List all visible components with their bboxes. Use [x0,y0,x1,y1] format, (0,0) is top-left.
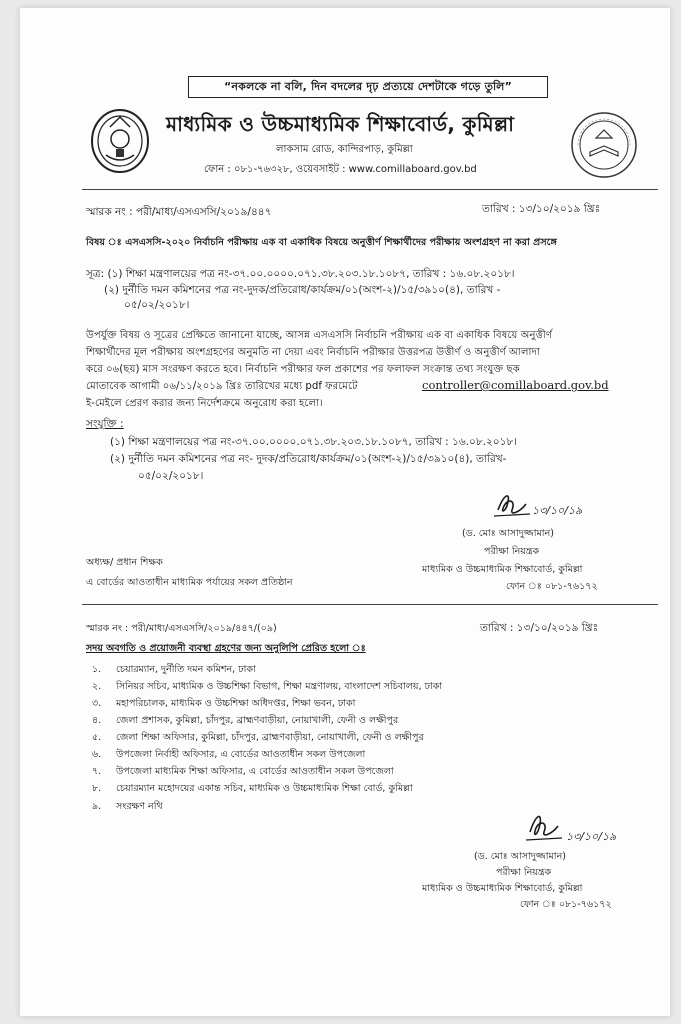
board-contact: ফোন : ০৮১-৭৬৩২৮, ওয়েবসাইট : www.comillaboard.gov.bd [204,164,477,175]
memo2-number: স্মারক নং : পরী/মাধ্য/এসএসসি/২০১৯/৪৪৭/(০৯) [86,623,277,634]
copy-item-num: ৯. [92,801,102,812]
copy-item-num: ৫. [92,732,102,743]
body-line-2: শিক্ষার্থীদের মূল পরীক্ষায় অংশগ্রহণের অনুমতি না দেয়া এবং নির্বাচনি পরীক্ষার উত্তরপত্র উত্তীর্ণ ও অনুত্তীর্ণ আলাদা [86,347,540,358]
copy-item-num: ৩. [92,698,102,709]
memo2-date: তারিখ : ১৩/১০/২০১৯ খ্রিঃ [480,622,599,634]
copy-item-text: চেয়ারম্যান, দুর্নীতি দমন কমিশন, ঢাকা [116,664,256,675]
board-seal-icon [568,110,640,180]
copy-item-text: সিনিয়র সচিব, মাধ্যমিক ও উচ্চশিক্ষা বিভাগ, শিক্ষা মন্ত্রণালয়, বাংলাদেশ সচিবালয়, ঢাকা [116,681,443,692]
copy-item-text: উপজেলা নির্বাহী অফিসার, এ বোর্ডের আওতাধীন সকল উপজেলা [116,749,366,760]
signatory-name-2: (ড. মোঃ আসাদুজ্জামান) [474,851,566,862]
attachments-label: সংযুক্তি : [86,418,124,430]
copy-item-text: জেলা শিক্ষা অফিসার, কুমিল্লা, চাঁদপুর, ব্রাহ্মণবাড়ীয়া, নোয়াখালী, ফেনী ও লক্ষীপুর [116,732,424,743]
signatory-office-1: মাধ্যমিক ও উচ্চমাধ্যমিক শিক্ষাবোর্ড, কুমিল্লা [422,564,583,575]
controller-email-link[interactable]: controller@comillaboard.gov.bd [422,378,609,392]
signatory-phone-1: ফোন ঃ ০৮১-৭৬১৭২ [506,581,598,592]
copy-item-num: ৬. [92,749,102,760]
memo-number: স্মারক নং : পরী/মাধ্য/এসএসসি/২০১৯/৪৪৭ [86,206,272,218]
attachment-item-2-cont: ০৫/০২/২০১৮। [138,470,204,482]
source-line-1: সূত্র: (১) শিক্ষা মন্ত্রণালয়ের পত্র নং-৩৭.০০.০০০০.০৭১.৩৮.২০৩.১৮.১০৮৭, তারিখ : ১৬.০৮.২০১৮। [86,268,515,280]
header-divider [82,189,658,190]
body-line-1: উপর্যুক্ত বিষয় ও সূত্রের প্রেক্ষিতে জানানো যাচ্ছে, আসন্ন এসএসসি নির্বাচনি পরীক্ষায় এক বা একাধিক বিষয়ে অনুত্তীর্ণ [86,330,552,341]
copy-item-num: ২. [92,681,102,692]
body-line-3: করে ০৬(ছয়) মাস সংরক্ষণ করতে হবে। নির্বাচনি পরীক্ষার ফল প্রকাশের পর ফলাফল সংক্রান্ত তথ্য সংযুক্ত ছক [86,364,520,375]
subject-line: বিষয় ঃ এসএসসি-২০২০ নির্বাচনি পরীক্ষায় এক বা একাধিক বিষয়ে অনুত্তীর্ণ শিক্ষার্থীদের পরীক্ষায় অংশগ্রহণ না করা প্রসঙ্গে [86,237,557,248]
signature-date-2: ১৩/১০/১৯ [566,830,617,843]
signatory-phone-2: ফোন ঃ ০৮১-৭৬১৭২ [520,899,612,910]
copy-item-num: ৪. [92,715,102,726]
copy-heading: সদয় অবগতি ও প্রয়োজনী ব্যবস্থা গ্রহণের জন্য অনুলিপি প্রেরিত হলো ঃ [86,643,366,654]
source-line-2: (২) দুর্নীতি দমন কমিশনের পত্র নং-দুদক/প্রতিরোধ/কার্যক্রম/০১(অংশ-২)/১৫/৩৯১০(৪), তারিখ - [104,284,501,296]
letter-page [20,8,670,1016]
signature-mark-2 [522,808,572,848]
memo-date: তারিখ : ১৩/১০/২০১৯ খ্রিঃ [482,203,601,215]
signature-date-1: ১৩/১০/১৯ [532,504,583,517]
copy-item-text: উপজেলা মাধ্যমিক শিক্ষা অফিসার, এ বোর্ডের আওতাধীন সকল উপজেলা [116,766,394,777]
government-emblem-icon [88,105,152,175]
signatory-office-2: মাধ্যমিক ও উচ্চমাধ্যমিক শিক্ষাবোর্ড, কুমিল্লা [422,883,583,894]
attachment-item-1: (১) শিক্ষা মন্ত্রণালয়ের পত্র নং-৩৭.০০.০০০০.০৭১.৩৮.২০৩.১৮.১০৮৭, তারিখ : ১৬.০৮.২০১৮। [110,436,518,448]
copy-item-text: জেলা প্রশাসক, কুমিল্লা, চাঁদপুর, ব্রাহ্মণবাড়ীয়া, নোয়াখালী, ফেনী ও লক্ষীপুর [116,715,399,726]
body-line-5: ই-মেইলে প্রেরণ করার জন্য নির্দেশক্রমে অনুরোধ করা হলো। [86,398,323,409]
copy-item-text: সংরক্ষণ নথি [116,801,163,812]
copy-item-num: ৭. [92,766,102,777]
board-address: লাকসাম রোড, কান্দিরপাড়, কুমিল্লা [276,144,413,155]
copy-item-num: ১. [92,664,102,675]
recipient-line-2: এ বোর্ডের আওতাধীন মাধ্যমিক পর্যায়ের সকল প্রতিষ্ঠান [86,577,293,588]
board-name: মাধ্যমিক ও উচ্চমাধ্যমিক শিক্ষাবোর্ড, কুমিল্লা [166,112,515,136]
copy-item-text: চেয়ারম্যান মহোদয়ের একান্ত সচিব, মাধ্যমিক ও উচ্চমাধ্যমিক শিক্ষা বোর্ড, কুমিল্লা [116,783,413,794]
motto-box: “নকলকে না বলি, দিন বদলের দৃঢ় প্রত্যয়ে দেশটাকে গড়ে তুলি” [188,76,548,98]
signatory-name-1: (ড. মোঃ আসাদুজ্জামান) [462,528,554,539]
source-line-3: ০৫/০২/২০১৮। [124,299,190,311]
attachment-item-2: (২) দুর্নীতি দমন কমিশনের পত্র নং- দুদক/প্রতিরোধ/কার্যক্রম/০১(অংশ-২)/১৫/৩৯১০(৪), তারিখ- [110,453,507,465]
recipient-line-1: অধ্যক্ষ/ প্রধান শিক্ষক [86,557,163,568]
signatory-title-2: পরীক্ষা নিয়ন্ত্রক [496,867,552,878]
body-line-4: মোতাবেক আগামী ০৬/১১/২০১৯ খ্রিঃ তারিখের মধ্যে pdf ফরমেটে [86,381,358,392]
signatory-title-1: পরীক্ষা নিয়ন্ত্রক [484,546,540,557]
copy-item-text: মহাপরিচালক, মাধ্যমিক ও উচ্চশিক্ষা অধিদপ্তর, শিক্ষা ভবন, ঢাকা [116,698,356,709]
section-divider [82,604,658,605]
copy-item-num: ৮. [92,783,102,794]
